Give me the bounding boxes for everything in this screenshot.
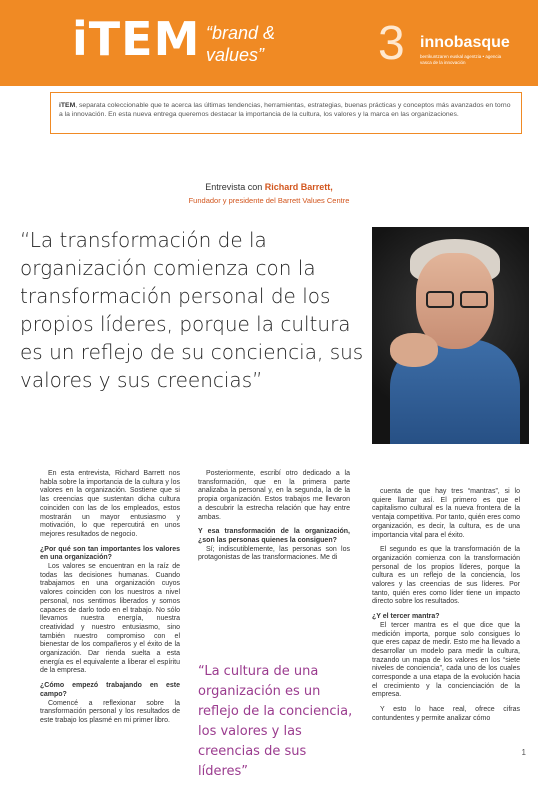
logo-subtitle: berrikuntzaren euskal agentzia • agencia vasca de la innovación bbox=[420, 54, 502, 65]
pull-quote: “La cultura de una organización es un reflejo de la conciencia, los valores y las creencias de sus líderes” bbox=[198, 664, 353, 779]
paragraph: Los valores se encuentran en la raíz de todas las decisiones humanas. Cuando trabajamos en una organización cuyos valores coinciden con los nuestros a nivel personal, nos sentimos liberados y somos capaces de darlo todo en el trabajo. No sólo llevamos nuestra energía, nuestra creatividad y nuestro entusiasmo, sino también nuestro compromiso con el bienestar de los compañeros y el éxito de la organización. Dar rienda suelta a esta energía es el equivalente a liberar el espíritu de la empresa. bbox=[40, 563, 180, 675]
paragraph: El tercer mantra es el que dice que la medición importa, porque solo consigues lo que eres capaz de medir. Esto me ha llevado a desarrollar un modelo para medir la cultura, trazando un mapa de los valores en los “siete niveles de conciencia”, cada uno de los cuales corresponde a una etapa de la evolución hacia el crecimiento y la concienciación de la empresa. bbox=[372, 621, 520, 699]
paragraph: Comencé a reflexionar sobre la transformación personal y los resultados de este trabajo los plasmé en mi primer libro. bbox=[40, 699, 180, 724]
portrait-hand bbox=[390, 333, 438, 367]
page-number: 1 bbox=[521, 748, 526, 757]
brand-logo: iTEM bbox=[72, 12, 201, 66]
paragraph: Posteriormente, escribí otro dedicado a la transformación, que en la primera parte analizaba la personal y, en la segunda, la de la propia organización. Estos trabajos me llevaron a descubrir la estrecha relación que hay entre ambas. bbox=[198, 470, 350, 521]
interview-prefix: Entrevista con bbox=[205, 182, 263, 192]
paragraph: Sí; indiscutiblemente, las personas son los protagonistas de las transformaciones. Me di bbox=[198, 545, 350, 562]
intro-box bbox=[50, 92, 522, 134]
header-band bbox=[0, 0, 538, 86]
column-1 bbox=[40, 470, 180, 732]
column-3 bbox=[372, 488, 520, 730]
brand-tagline: “brand & values” bbox=[206, 23, 276, 65]
intro-text: , separata coleccionable que te acerca las últimas tendencias, herramientas, estrategias, buenas prácticas y conceptos más avanzados en torno a la innovación. En esta nueva entrega queremos destacar la importancia de la cultura, los valores y la marca en las organizaciones. bbox=[59, 102, 511, 118]
interviewee-role: Fundador y presidente del Barrett Values Centre bbox=[188, 196, 350, 205]
innobasque-logo: innobasque bbox=[420, 34, 510, 51]
question: ¿Por qué son tan importantes los valores en una organización? bbox=[40, 545, 180, 562]
paragraph: El segundo es que la transformación de la organización comienza con la transformación personal de los propios líderes, porque la cultura es un reflejo de la conciencia, los valores y las creencias de sus líderes. Por tanto, quién eres como líder tiene un impacto directo sobre los resultados. bbox=[372, 546, 520, 606]
glasses-icon bbox=[426, 291, 454, 308]
column-2 bbox=[198, 470, 350, 569]
paragraph: En esta entrevista, Richard Barrett nos habla sobre la importancia de la cultura y los valores en la organización. Sostiene que si las creencias que sustentan dicha cultura coinciden con las de los empleados, estos mostrarán un mayor entusiasmo y motivación, lo que repercutirá en unos mejores resultados de negocio. bbox=[40, 470, 180, 538]
paragraph: Y esto lo hace real, ofrece cifras contundentes y permite analizar cómo bbox=[372, 706, 520, 722]
intro-lead: iTEM bbox=[59, 102, 76, 109]
portrait-photo bbox=[372, 227, 529, 444]
question: Y esa transformación de la organización, ¿son las personas quienes la consiguen? bbox=[198, 528, 350, 544]
glasses-icon bbox=[460, 291, 488, 308]
question: ¿Cómo empezó trabajando en este campo? bbox=[40, 682, 180, 698]
main-quote: “La transformación de la organización comienza con la transformación personal de los propios líderes, porque la cultura es un reflejo de su conciencia, sus valores y sus creencias” bbox=[20, 228, 364, 392]
interview-heading bbox=[0, 182, 538, 192]
paragraph: cuenta de que hay tres “mantras”, si lo quiere llamar así. El primero es que el capitalismo cultural es la nueva frontera de la ventaja competitiva. Por tanto, quién eres como organización, es decir, la cultura, es de una importancia vital para el éxito. bbox=[372, 488, 520, 539]
issue-number: 3 bbox=[378, 17, 405, 70]
question: ¿Y el tercer mantra? bbox=[372, 613, 440, 621]
interviewee-name: Richard Barrett, bbox=[264, 182, 333, 192]
